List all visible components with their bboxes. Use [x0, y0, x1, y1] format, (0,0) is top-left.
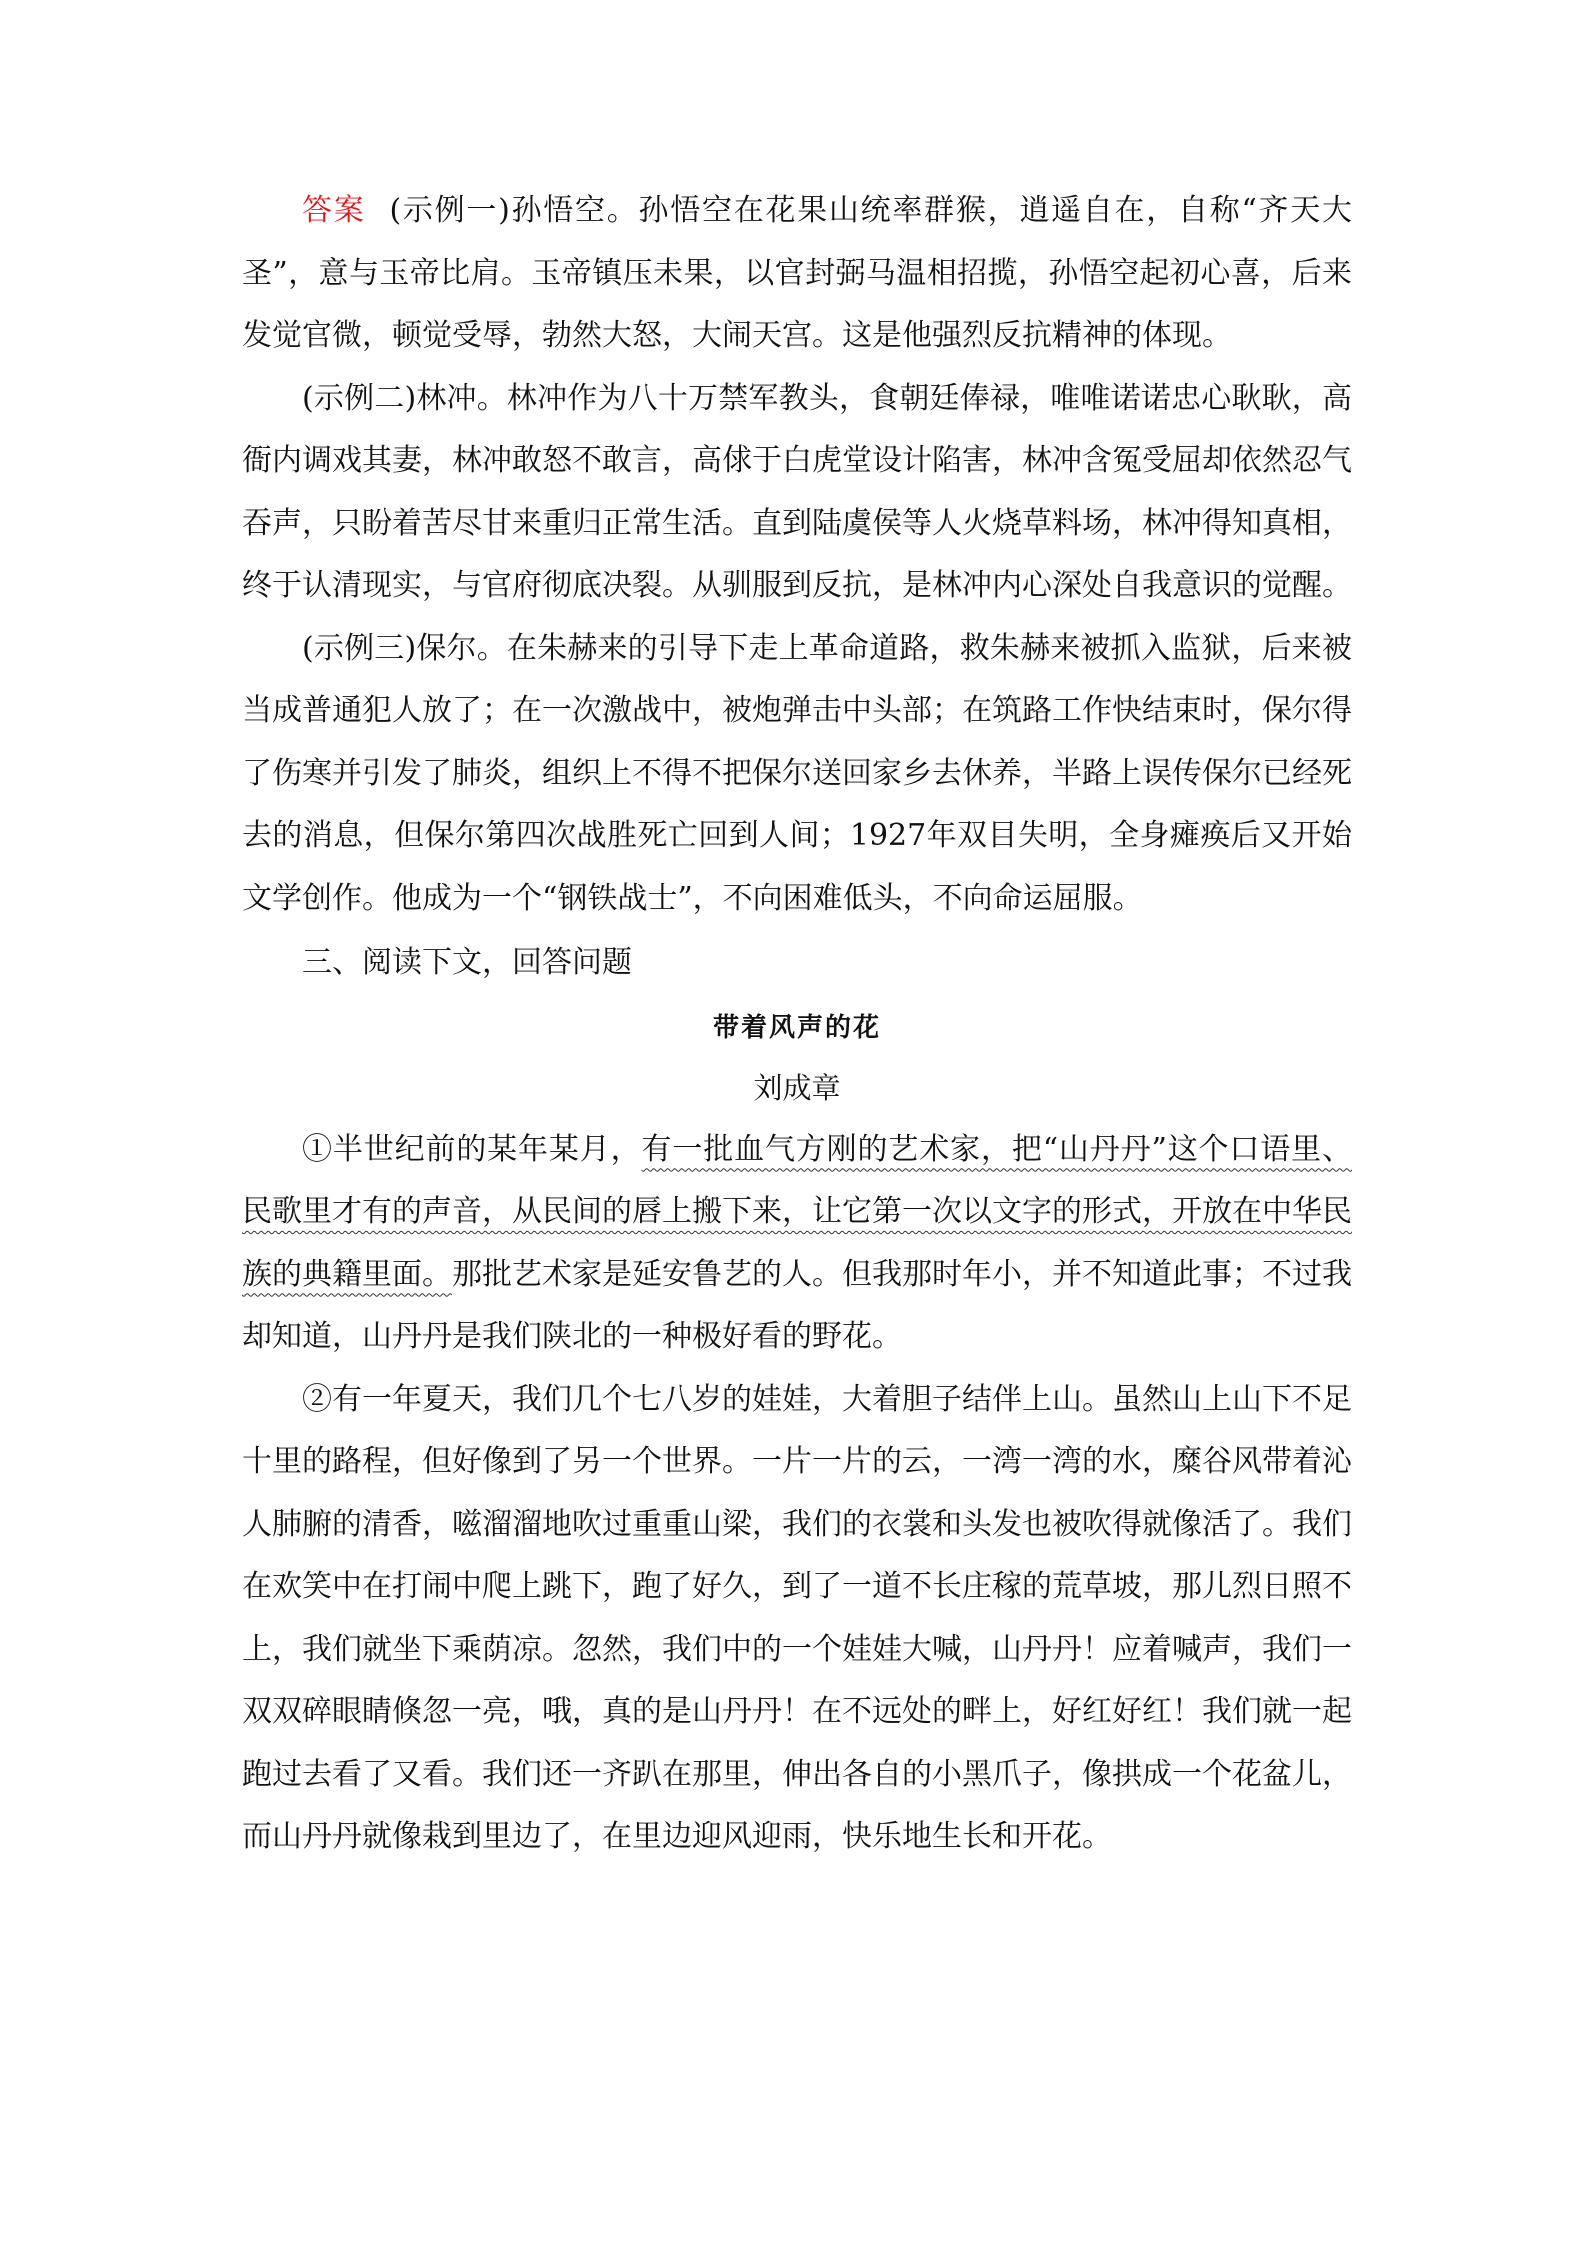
story-paragraph-1 [242, 1119, 1352, 1369]
answer-example-3: (示例三)保尔。在朱赫来的引导下走上革命道路，救朱赫来被抓入监狱，后来被当成普通犯人放了；在一次激战中，被炮弹击中头部；在筑路工作快结束时，保尔得了伤寒并引发了肺炎，组织上不得不把保尔送回家乡去休养，半路上误传保尔已经死去的消息，但保尔第四次战胜死亡回到人间；1927年双目失明，全身瘫痪后又开始文学创作。他成为一个“钢铁战士”，不向困难低头，不向命运屈服。 [242, 630, 1352, 916]
story-title: 带着风声的花 [712, 1012, 881, 1043]
story-paragraph-1-prefix: 半世纪前的某年某月， [332, 1131, 642, 1167]
story-author: 刘成章 [753, 1070, 841, 1105]
story-paragraph-1-suffix: 那批艺术家是延安鲁艺的人。但我那时年小，并不知道此事；不过我却知道，山丹丹是我们陕北的一种极好看的野花。 [242, 1256, 1352, 1354]
document-page [242, 180, 1352, 1869]
section-heading: 三、阅读下文，回答问题 [302, 945, 632, 980]
story-paragraph-2: ②有一年夏天，我们几个七八岁的娃娃，大着胆子结伴上山。虽然山上山下不足十里的路程，但好像到了另一个世界。一片一片的云，一湾一湾的水，糜谷风带着沁人肺腑的清香，嗞溜溜地吹过重重山梁，我们的衣裳和头发也被吹得就像活了。我们在欢笑中在打闹中爬上跳下，跑了好久，到了一道不长庄稼的荒草坡，那儿烈日照不上，我们就坐下乘荫凉。忽然，我们中的一个娃娃大喊，山丹丹！应着喊声，我们一双双碎眼睛倏忽一亮，哦，真的是山丹丹！在不远处的畔上，好红好红！我们就一起跑过去看了又看。我们还一齐趴在那里，伸出各自的小黑爪子，像拱成一个花盆儿，而山丹丹就像栽到里边了，在里边迎风迎雨，快乐地生长和开花。 [242, 1381, 1352, 1854]
answer-example-1 [242, 180, 1352, 368]
wavy-underlined-sentence: 有一批血气方刚的艺术家，把“山丹丹”这个口语里、民歌里才有的声音，从民间的唇上搬下来，让它第一次以文字的形式，开放在中华民族的典籍里面。 [242, 1131, 1353, 1292]
answer-example-2: (示例二)林冲。林冲作为八十万禁军教头，食朝廷俸禄，唯唯诺诺忠心耿耿，高衙内调戏其妻，林冲敢怒不敢言，高俅于白虎堂设计陷害，林冲含冤受屈却依然忍气吞声，只盼着苦尽甘来重归正常生活。直到陆虞侯等人火烧草料场，林冲得知真相，终于认清现实，与官府彻底决裂。从驯服到反抗，是林冲内心深处自我意识的觉醒。 [242, 380, 1352, 603]
answer-label: 答案 [302, 193, 366, 228]
answer-example-1-text: (示例一)孙悟空。孙悟空在花果山统率群猴，逍遥自在，自称“齐天大圣”，意与玉帝比肩。玉帝镇压未果，以官封弼马温相招揽，孙悟空起初心喜，后来发觉官微，顿觉受辱，勃然大怒，大闹天宫。这是他强烈反抗精神的体现。 [242, 193, 1353, 353]
paragraph-marker: ① [302, 1131, 333, 1167]
